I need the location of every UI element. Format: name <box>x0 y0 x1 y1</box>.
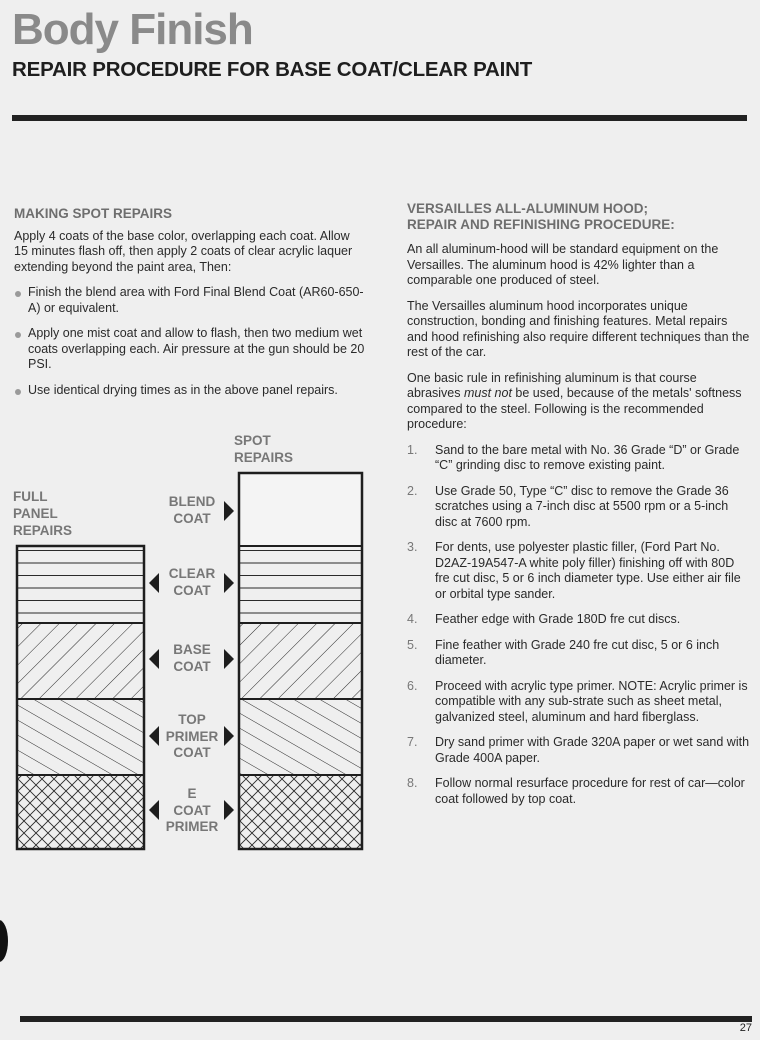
top-primer-coat-label <box>160 712 224 762</box>
arrow-right-icon <box>224 501 234 521</box>
spot-repairs-intro: Apply 4 coats of the base color, overlapping each coat. Allow 15 minutes flash off, then apply 2 coats of clear acrylic laquer extending beyond the paint area, Then: <box>14 228 353 274</box>
layer-label-line: COAT <box>173 802 211 818</box>
step-text: For dents, use polyester plastic filler, (Ford Part No. D2AZ-19A547-A white poly filler) finishing off with 80D fre cut disc, 5 or 6 inch diameter type. Use either air file or orbital type sander. <box>435 540 741 601</box>
emphasis-text: must not <box>463 386 512 400</box>
procedure-step <box>407 484 751 531</box>
hood-paragraph <box>407 371 751 433</box>
step-number: 2. <box>407 483 418 498</box>
arrow-right-icon <box>224 726 234 746</box>
procedure-step <box>407 612 751 628</box>
arrow-left-icon <box>149 800 159 820</box>
text-run: One basic rule in refinishing aluminum is that course abrasives <box>407 370 697 400</box>
full-label-line: FULL <box>13 489 48 504</box>
spot-blend-coat-layer <box>239 473 362 546</box>
top-rule <box>12 115 747 121</box>
step-text: Fine feather with Grade 240 fre cut disc, 5 or 6 inch diameter. <box>435 637 720 667</box>
procedure-step <box>407 735 751 766</box>
base-coat-label <box>160 642 224 675</box>
clear-coat-label <box>160 566 224 599</box>
layer-label-line: BLEND <box>168 494 216 509</box>
bullet-item: Use identical drying times as in the above panel repairs. <box>14 383 366 399</box>
spot-repairs-heading: MAKING SPOT REPAIRS <box>14 206 173 221</box>
layer-label-line: E <box>187 786 197 801</box>
procedure-step <box>407 679 751 726</box>
spot-repairs-bullets <box>14 285 366 398</box>
layer-label-line: CLEAR <box>168 566 216 581</box>
arrow-left-icon <box>149 726 159 746</box>
margin-binder-mark <box>0 920 8 962</box>
layer-label-line: COAT <box>173 582 211 598</box>
layer-label-line: COAT <box>173 658 211 674</box>
full-label-line: PANEL <box>13 506 58 521</box>
bullet-item: Apply one mist coat and allow to flash, then two medium wet coats overlapping each. Air pressure at the gun should be 20 PSI. <box>14 326 366 373</box>
hood-paragraph: The Versailles aluminum hood incorporates unique construction, bonding and finishing features. Metal repairs and hood refinishing also require different techniques than the rest of the car. <box>407 298 750 359</box>
procedure-step <box>407 443 751 474</box>
layer-label-line: PRIMER <box>165 728 219 744</box>
step-text: Follow normal resurface procedure for rest of car—color coat followed by top coat. <box>435 776 745 806</box>
page-subtitle: REPAIR PROCEDURE FOR BASE COAT/CLEAR PAINT <box>12 58 533 81</box>
step-number: 7. <box>407 735 418 749</box>
spot-label-line: REPAIRS <box>234 450 294 465</box>
step-text: Dry sand primer with Grade 320A paper or wet sand with Grade 400A paper. <box>435 735 750 765</box>
full-base-coat-layer <box>17 623 144 699</box>
procedure-step <box>407 776 751 807</box>
page-title: Body Finish <box>12 5 253 54</box>
full-e-coat-layer <box>17 775 144 849</box>
spot-e-coat-layer <box>239 775 362 849</box>
arrow-left-icon <box>149 573 159 593</box>
bottom-rule <box>20 1016 752 1022</box>
layer-label-line: COAT <box>173 510 211 526</box>
procedure-step <box>407 638 751 669</box>
step-number: 6. <box>407 678 418 693</box>
arrow-right-icon <box>224 649 234 669</box>
paint-layer-diagram <box>0 425 380 865</box>
step-number: 5. <box>407 637 418 652</box>
arrow-right-icon <box>224 573 234 593</box>
step-number: 3. <box>407 540 418 554</box>
layer-label-line: PRIMER <box>165 819 219 834</box>
hood-paragraph: An all aluminum-hood will be standard equipment on the Versailles. The aluminum hood is 42% lighter than a comparable one produced of steel. <box>407 242 719 287</box>
arrow-left-icon <box>149 649 159 669</box>
procedure-step <box>407 540 751 602</box>
step-number: 4. <box>407 612 418 626</box>
spot-clear-coat-layer <box>239 546 362 623</box>
spot-label-line: SPOT <box>234 433 271 448</box>
blend-coat-label <box>160 494 224 527</box>
step-text: Use Grade 50, Type “C” disc to remove the Grade 36 scratches using a 7-inch disc at 5500 rpm or a 5-inch disc at 7600 rpm. <box>435 483 729 529</box>
layer-label-line: BASE <box>173 642 211 657</box>
bullet-item: Finish the blend area with Ford Final Blend Coat (AR60-650-A) or equivalent. <box>14 285 366 316</box>
step-text: Sand to the bare metal with No. 36 Grade “D” or Grade “C” grinding disc to remove existing paint. <box>435 442 740 472</box>
page-number: 27 <box>739 1022 752 1034</box>
heading-line: REPAIR AND REFINISHING PROCEDURE: <box>407 216 675 232</box>
arrow-right-icon <box>224 800 234 820</box>
layer-label-line: TOP <box>178 712 206 727</box>
full-panel-stack <box>17 546 144 849</box>
full-panel-repairs-label <box>13 488 72 539</box>
aluminum-hood-heading <box>407 201 751 232</box>
full-top-primer-layer <box>17 699 144 775</box>
spot-repair-stack <box>239 473 362 849</box>
step-text: Feather edge with Grade 180D fre cut discs. <box>435 612 681 626</box>
layer-label-line: COAT <box>173 745 211 760</box>
spot-base-coat-layer <box>239 623 362 699</box>
full-label-line: REPAIRS <box>13 523 73 538</box>
spot-top-primer-layer <box>239 699 362 775</box>
step-number: 1. <box>407 442 418 457</box>
left-column <box>14 206 366 408</box>
e-coat-primer-label <box>160 786 224 836</box>
spot-repairs-label <box>234 432 293 466</box>
step-text: Proceed with acrylic type primer. NOTE: Acrylic primer is compatible with any sub-strate such as sheet metal, galvanized steel, aluminum and hard fiberglass. <box>435 678 748 724</box>
text-run: be used, because of the metals' softness compared to the steel. Following is the recommended procedure: <box>407 386 742 431</box>
procedure-steps <box>407 443 751 808</box>
heading-line: VERSAILLES ALL-ALUMINUM HOOD; <box>407 201 648 216</box>
right-column <box>407 201 751 817</box>
full-clear-coat-layer <box>17 546 144 623</box>
step-number: 8. <box>407 776 418 790</box>
